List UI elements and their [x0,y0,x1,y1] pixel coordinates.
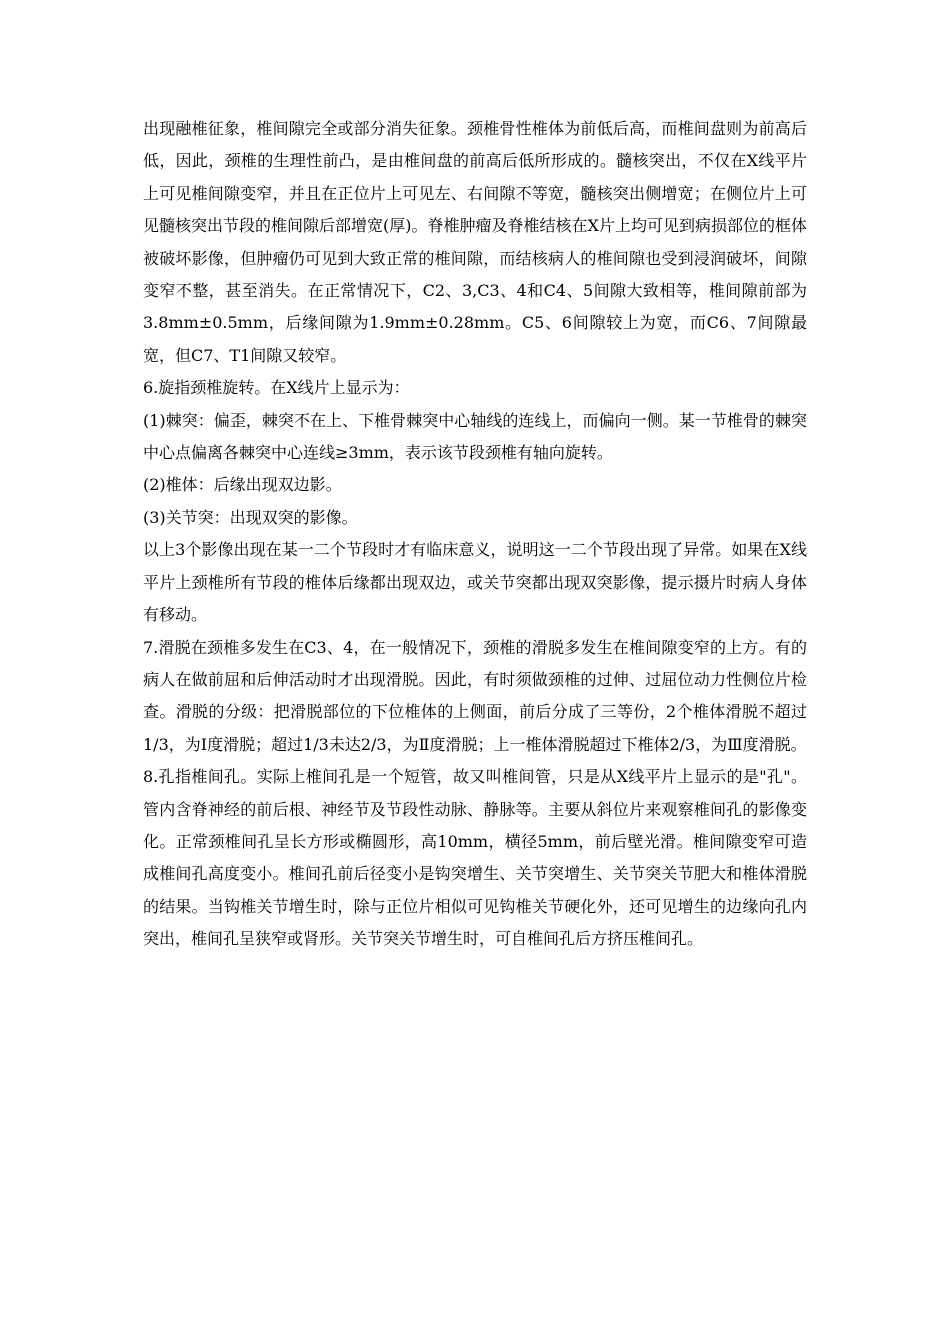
paragraph-vertebral-body: (2)椎体：后缘出现双边影。 [143,475,342,495]
document-body [143,113,807,956]
paragraph-clinical-significance: 以上3个影像出现在某一二个节段时才有临床意义，说明这一二个节段出现了异常。如果在X线平片上颈椎所有节段的椎体后缘都出现双边，或关节突都出现双突影像，提示摄片时病人身体有移动。 [143,540,807,625]
paragraph-articular-process: (3)关节突：出现双突的影像。 [143,507,358,527]
paragraph-intervertebral-space: 出现融椎征象，椎间隙完全或部分消失征象。颈椎骨性椎体为前低后高，而椎间盘则为前高后低，因此，颈椎的生理性前凸，是由椎间盘的前高后低所形成的。髓核突出，不仅在X线平片上可见椎间隙变窄，并且在正位片上可见左、右间隙不等宽，髓核突出侧增宽；在侧位片上可见髓核突出节段的椎间隙后部增宽(厚)。脊椎肿瘤及脊椎结核在X片上均可见到病损部位的框体被破坏影像，但肿瘤仍可见到大致正常的椎间隙，而结核病人的椎间隙也受到浸润破坏，间隙变窄不整，甚至消失。在正常情况下，C2、3,C3、4和C4、5间隙大致相等，椎间隙前部为3.8mm±0.5mm，后缘间隙为1.9mm±0.28mm。C5、6间隙较上为宽，而C6、7间隙最宽，但C7、T1间隙又较窄。 [143,119,807,365]
paragraph-spinous-process: (1)棘突：偏歪，棘突不在上、下椎骨棘突中心轴线的连线上，而偏向一侧。某一节椎骨的棘突中心点偏离各棘突中心连线≥3mm，表示该节段颈椎有轴向旋转。 [143,410,807,463]
paragraph-rotation-heading: 6.旋指颈椎旋转。在X线片上显示为： [143,378,410,398]
paragraph-spondylolisthesis: 7.滑脱在颈椎多发生在C3、4，在一般情况下，颈椎的滑脱多发生在椎间隙变窄的上方。有的病人在做前屈和后伸活动时才出现滑脱。因此，有时须做颈椎的过伸、过屈位动力性侧位片检查。滑脱的分级：把滑脱部位的下位椎体的上侧面，前后分成了三等份，2个椎体滑脱不超过1/3，为Ⅰ度滑脱；超过1/3未达2/3，为Ⅱ度滑脱；上一椎体滑脱超过下椎体2/3，为Ⅲ度滑脱。 [143,637,807,754]
paragraph-intervertebral-foramen: 8.孔指椎间孔。实际上椎间孔是一个短管，故又叫椎间管，只是从X线平片上显示的是"孔"。管内含脊神经的前后根、神经节及节段性动脉、静脉等。主要从斜位片来观察椎间孔的影像变化。正常颈椎间孔呈长方形或椭圆形，高10mm，横径5mm，前后壁光滑。椎间隙变窄可造成椎间孔高度变小。椎间孔前后径变小是钩突增生、关节突增生、关节突关节肥大和椎体滑脱的结果。当钩椎关节增生时，除与正位片相似可见钩椎关节硬化外，还可见增生的边缘向孔内突出，椎间孔呈狭窄或肾形。关节突关节增生时，可自椎间孔后方挤压椎间孔。 [143,767,807,949]
